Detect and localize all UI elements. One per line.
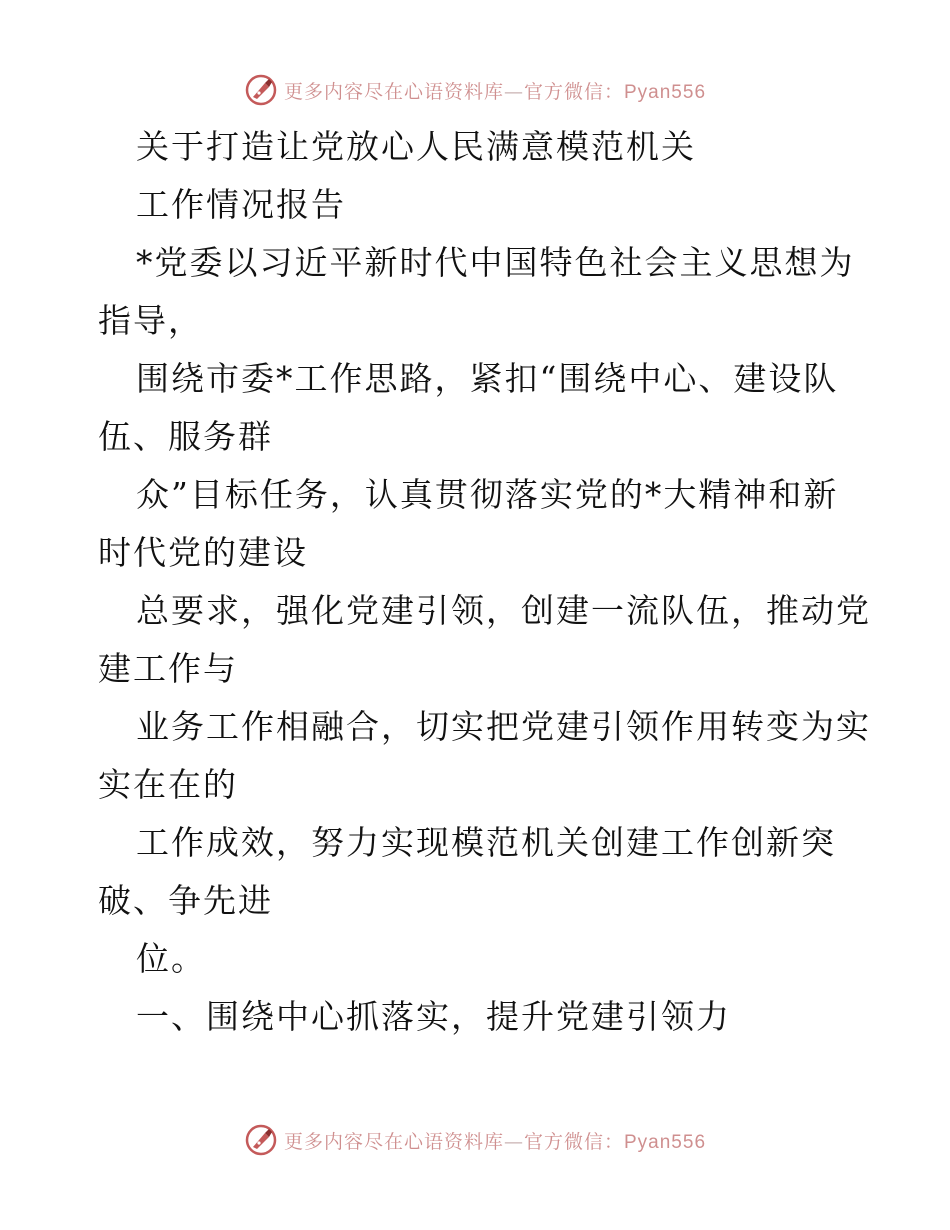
watermark-wechat-id: Pyan556 [624,81,707,103]
watermark-label: 官方微信： [523,1130,624,1153]
document-title-line-1: 关于打造让党放心人民满意模范机关 [136,127,696,166]
paragraph-line: 伍、服务群 [98,417,273,456]
watermark-separator: — [503,1130,524,1153]
document-title-line-2: 工作情况报告 [136,185,346,224]
paragraph-line: 众”目标任务，认真贯彻落实党的*大精神和新 [136,475,839,514]
paragraph-line: 位。 [136,939,206,978]
paragraph-line: 工作成效，努力实现模范机关创建工作创新突 [136,823,836,862]
document-body [98,118,871,1046]
paragraph-line: 指导， [98,301,203,340]
watermark-brand: 更多内容尽在心语资料库 [283,80,504,103]
section-heading: 一、围绕中心抓落实，提升党建引领力 [136,997,731,1036]
paragraph-line: 业务工作相融合，切实把党建引领作用转变为实 [136,707,871,746]
paragraph-line: 破、争先进 [98,881,273,920]
pen-nib-logo-icon [244,73,278,107]
header-watermark [0,70,950,110]
paragraph-line: 实在在的 [98,765,238,804]
watermark-label: 官方微信： [523,80,624,103]
paragraph-line: 围绕市委*工作思路，紧扣“围绕中心、建设队 [136,359,839,398]
watermark-separator: — [503,80,524,103]
watermark-text [284,1127,706,1154]
pen-nib-logo-icon [244,1123,278,1157]
paragraph-line: 建工作与 [98,649,238,688]
watermark-brand: 更多内容尽在心语资料库 [283,1130,504,1153]
watermark-text [284,77,706,104]
paragraph-line: 总要求，强化党建引领，创建一流队伍，推动党 [136,591,871,630]
watermark-wechat-id: Pyan556 [624,1131,707,1153]
paragraph-line: *党委以习近平新时代中国特色社会主义思想为 [136,243,855,282]
paragraph-line: 时代党的建设 [98,533,308,572]
footer-watermark [0,1120,950,1160]
